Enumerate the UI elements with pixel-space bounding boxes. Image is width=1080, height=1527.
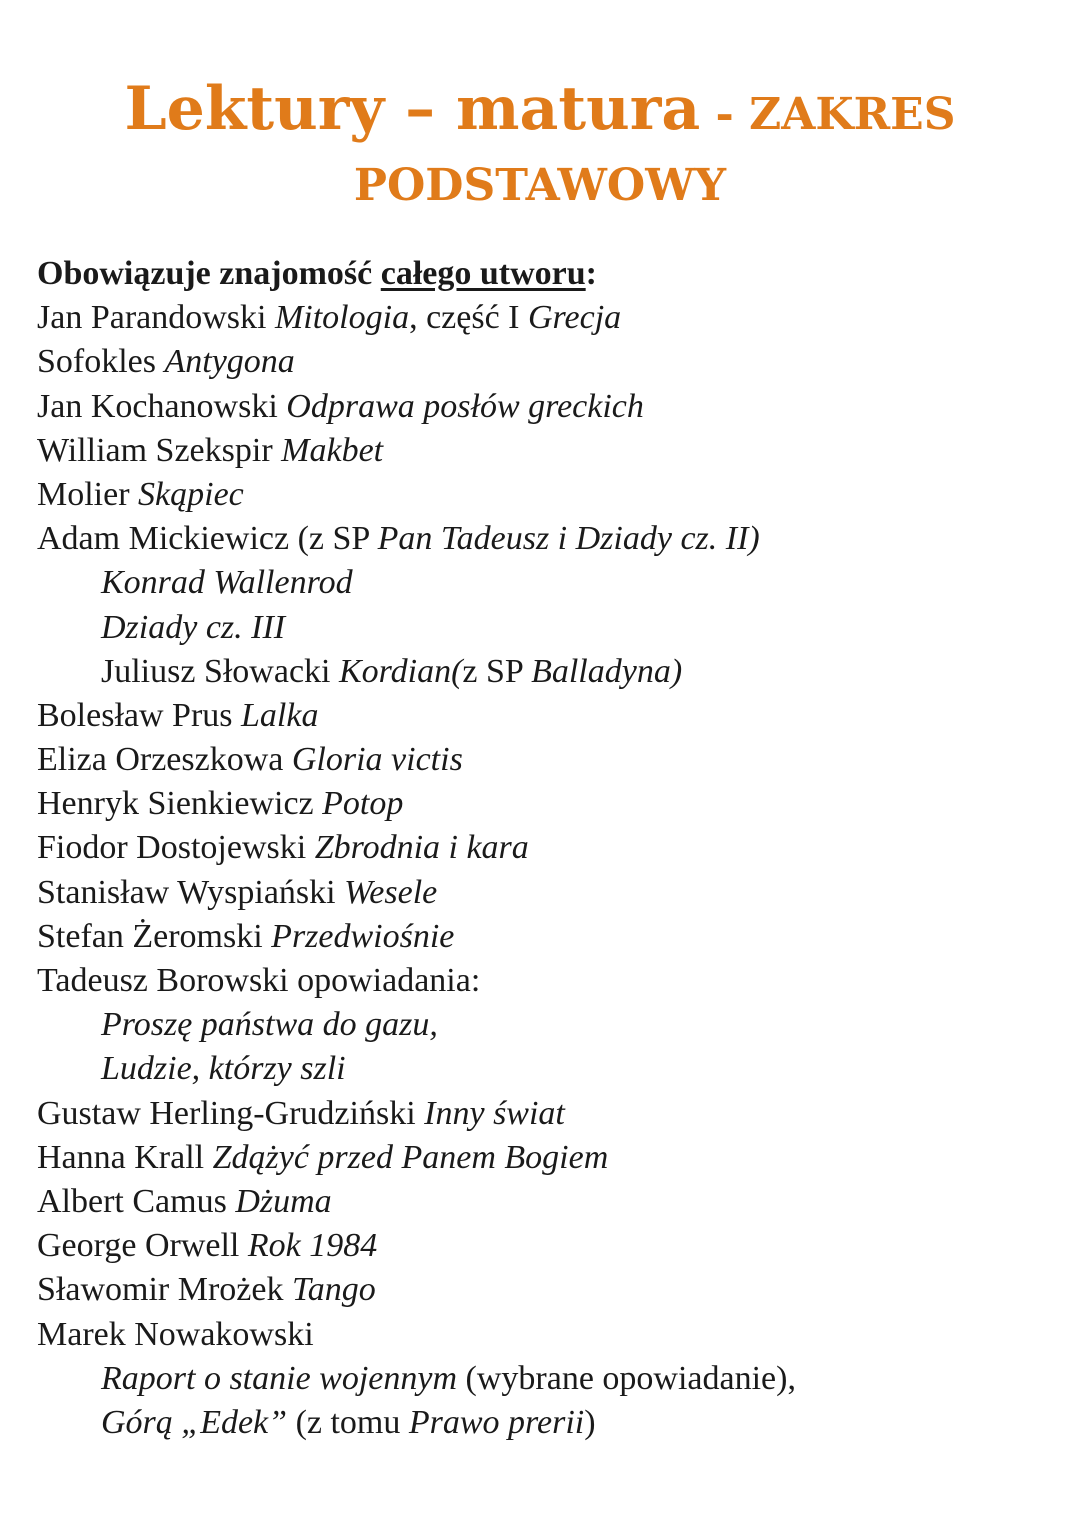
heading-prefix: Obowiązuje znajomość bbox=[37, 255, 381, 292]
work-title: Raport o stanie wojennym bbox=[101, 1359, 458, 1397]
entry-text: (wybrane opowiadanie), bbox=[457, 1359, 796, 1397]
work-title: Gloria victis bbox=[291, 741, 463, 779]
entry-text: Fiodor Dostojewski bbox=[37, 829, 315, 867]
list-item bbox=[37, 1313, 1057, 1357]
title-main: Lektury – matura bbox=[124, 74, 701, 144]
title-line-2 bbox=[0, 152, 1080, 220]
entries-list bbox=[37, 296, 1057, 1445]
list-item bbox=[37, 959, 1057, 1003]
list-item bbox=[37, 826, 1057, 870]
entry-text: Sofokles bbox=[37, 343, 165, 381]
list-item bbox=[37, 1268, 1057, 1312]
entry-text: z SP bbox=[462, 652, 532, 690]
work-title: Pan Tadeusz i Dziady cz. II) bbox=[377, 520, 760, 558]
work-title: Odprawa posłów greckich bbox=[286, 387, 644, 425]
work-title: Makbet bbox=[281, 431, 384, 469]
list-item bbox=[37, 429, 1057, 473]
entry-text: Stanisław Wyspiański bbox=[37, 873, 345, 911]
list-item bbox=[37, 1180, 1057, 1224]
reading-list bbox=[37, 252, 1057, 1445]
work-title: Balladyna) bbox=[531, 652, 683, 690]
document-title bbox=[0, 72, 1080, 220]
list-item bbox=[37, 1047, 1057, 1091]
title-line-1 bbox=[0, 72, 1080, 152]
work-title: Lalka bbox=[241, 696, 319, 734]
list-item bbox=[37, 782, 1057, 826]
heading-suffix: : bbox=[585, 255, 597, 292]
list-item bbox=[37, 738, 1057, 782]
entry-text: Juliusz Słowacki bbox=[101, 652, 339, 690]
list-item bbox=[37, 1092, 1057, 1136]
entry-text: Sławomir Mrożek bbox=[37, 1271, 292, 1309]
list-heading bbox=[37, 252, 1057, 296]
entry-text: (z tomu bbox=[287, 1403, 409, 1441]
entry-text: William Szekspir bbox=[37, 431, 282, 469]
list-item bbox=[37, 871, 1057, 915]
work-title: Inny świat bbox=[424, 1094, 565, 1132]
list-item bbox=[37, 1401, 1057, 1445]
list-item bbox=[37, 606, 1057, 650]
heading-underlined: całego utworu bbox=[380, 255, 586, 292]
work-title: Antygona bbox=[164, 343, 295, 381]
work-title: Zdążyć przed Panem Bogiem bbox=[212, 1138, 609, 1176]
work-title: Dżuma bbox=[235, 1182, 332, 1220]
entry-text: Tadeusz Borowski opowiadania: bbox=[37, 962, 481, 999]
entry-text: Eliza Orzeszkowa bbox=[37, 741, 292, 779]
entry-text: Marek Nowakowski bbox=[37, 1315, 314, 1353]
list-item bbox=[37, 296, 1057, 340]
list-item bbox=[37, 385, 1057, 429]
entry-text: Jan Parandowski bbox=[37, 299, 275, 337]
entry-text: Bolesław Prus bbox=[37, 696, 241, 734]
title-range-part1: ZAKRES bbox=[749, 89, 956, 140]
title-separator: - bbox=[700, 89, 750, 140]
list-item bbox=[37, 1003, 1057, 1047]
entry-text: Adam Mickiewicz (z SP bbox=[37, 520, 378, 558]
entry-text: Albert Camus bbox=[37, 1182, 236, 1220]
work-title: Grecja bbox=[528, 299, 622, 337]
work-title: Wesele bbox=[344, 873, 438, 911]
entry-text: Stefan Żeromski bbox=[37, 917, 272, 955]
entry-text: Gustaw Herling-Grudziński bbox=[37, 1094, 425, 1132]
work-title: Górą „Edek” bbox=[101, 1403, 288, 1441]
entry-text: Molier bbox=[37, 475, 139, 513]
work-title: Mitologia bbox=[274, 299, 410, 337]
list-item bbox=[37, 1136, 1057, 1180]
work-title: Dziady cz. III bbox=[101, 608, 286, 646]
list-item bbox=[37, 650, 1057, 694]
list-item bbox=[37, 1224, 1057, 1268]
work-title: Ludzie, którzy szli bbox=[101, 1050, 346, 1088]
list-item bbox=[37, 915, 1057, 959]
work-title: Skąpiec bbox=[138, 475, 244, 513]
entry-text: Hanna Krall bbox=[37, 1138, 213, 1176]
title-range-part2: PODSTAWOWY bbox=[353, 160, 727, 211]
list-item bbox=[37, 473, 1057, 517]
work-title: Zbrodnia i kara bbox=[314, 829, 529, 867]
entry-text: ) bbox=[584, 1403, 596, 1441]
list-item bbox=[37, 561, 1057, 605]
work-title: Rok 1984 bbox=[247, 1227, 378, 1265]
list-item bbox=[37, 694, 1057, 738]
entry-text: Jan Kochanowski bbox=[37, 387, 287, 425]
list-item bbox=[37, 517, 1057, 561]
list-item bbox=[37, 340, 1057, 384]
work-title: Konrad Wallenrod bbox=[101, 564, 353, 602]
work-title: Przedwiośnie bbox=[271, 917, 455, 955]
work-title: Prawo prerii bbox=[408, 1403, 585, 1441]
work-title: Potop bbox=[322, 785, 404, 823]
entry-text: George Orwell bbox=[37, 1227, 248, 1265]
work-title: Proszę państwa do gazu, bbox=[101, 1006, 438, 1044]
work-title: Tango bbox=[291, 1271, 376, 1309]
list-item bbox=[37, 1357, 1057, 1401]
entry-text: Henryk Sienkiewicz bbox=[37, 785, 323, 823]
work-title: Kordian( bbox=[338, 652, 463, 690]
entry-text: , część I bbox=[409, 299, 528, 337]
